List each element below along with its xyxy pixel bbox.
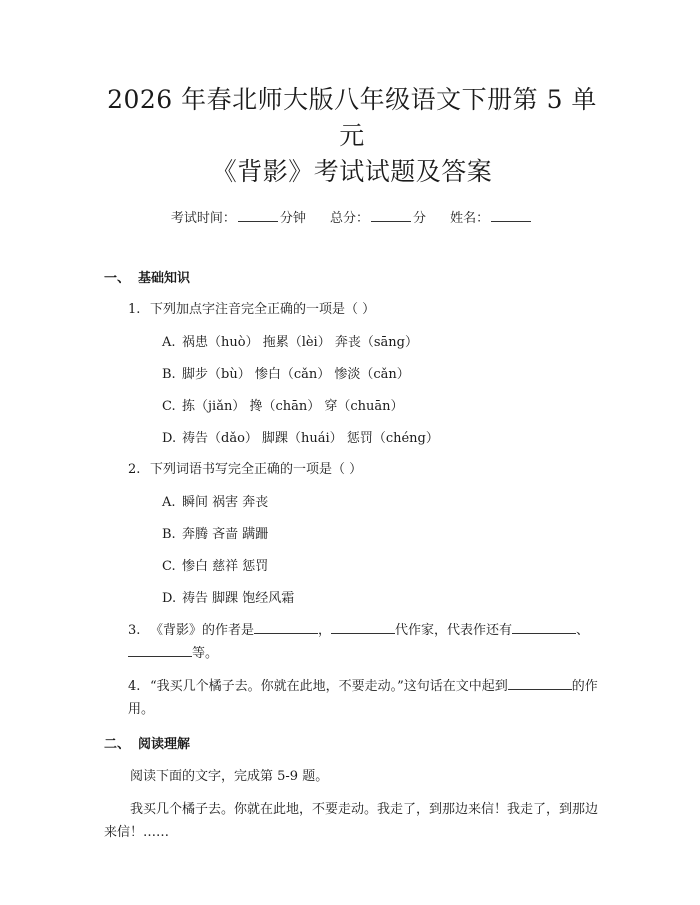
reading-instruction: 阅读下面的文字，完成第 5-9 题。 bbox=[130, 769, 329, 784]
option-text: 祸患（huò） 拖累（lèi） 奔丧（sāng） bbox=[182, 335, 418, 350]
exam-time-blank bbox=[238, 208, 278, 222]
q3-text-2: ， bbox=[318, 623, 332, 638]
title-line-2: 《背影》考试试题及答案 bbox=[211, 157, 493, 186]
option-letter: B. bbox=[162, 527, 176, 542]
option-text: 祷告 脚踝 饱经风霜 bbox=[182, 591, 295, 606]
question-number: 3. bbox=[128, 623, 141, 638]
exam-name-blank bbox=[491, 208, 531, 222]
option-letter: D. bbox=[162, 591, 177, 606]
option-letter: B. bbox=[162, 367, 176, 382]
q1-option-d bbox=[104, 429, 600, 449]
option-letter: D. bbox=[162, 431, 177, 446]
q1-option-b bbox=[104, 365, 600, 385]
option-text: 脚步（bù） 惨白（cǎn） 惨淡（cǎn） bbox=[182, 367, 410, 382]
option-letter: C. bbox=[162, 559, 176, 574]
q1-option-a bbox=[104, 333, 600, 353]
question-stem: 下列加点字注音完全正确的一项是（ ） bbox=[150, 302, 376, 317]
question-2 bbox=[104, 459, 600, 481]
question-1 bbox=[104, 299, 600, 321]
option-letter: A. bbox=[162, 495, 176, 510]
title-line-1: 2026 年春北师大版八年级语文下册第 5 单元 bbox=[107, 85, 597, 150]
question-number: 4. bbox=[128, 679, 141, 694]
q2-option-d bbox=[104, 589, 600, 609]
question-3 bbox=[104, 619, 600, 665]
q3-blank-work-1 bbox=[512, 619, 576, 634]
section-heading-basic bbox=[104, 269, 600, 289]
reading-passage: 我买几个橘子去。你就在此地，不要走动。我走了，到那边来信！我走了，到那边来信！…… bbox=[104, 802, 599, 840]
option-text: 惨白 慈祥 惩罚 bbox=[182, 559, 269, 574]
q3-text-4: 、 bbox=[576, 623, 590, 638]
q3-blank-work-2 bbox=[128, 642, 192, 657]
exam-score-label: 总分： bbox=[329, 211, 369, 226]
option-letter: C. bbox=[162, 399, 176, 414]
section-number: 二、 bbox=[104, 737, 131, 752]
q2-option-c bbox=[104, 557, 600, 577]
exam-score-unit: 分 bbox=[413, 211, 427, 226]
q2-option-a bbox=[104, 493, 600, 513]
q4-text-2: 的作用。 bbox=[128, 679, 598, 717]
question-4 bbox=[104, 675, 600, 721]
q3-text-1: 《背影》的作者是 bbox=[150, 623, 255, 638]
exam-name bbox=[450, 208, 533, 229]
exam-meta bbox=[104, 208, 600, 229]
option-text: 瞬间 祸害 奔丧 bbox=[182, 495, 269, 510]
section-heading-reading bbox=[104, 735, 600, 755]
q4-text-1: “我买几个橘子去。你就在此地，不要走动。”这句话在文中起到 bbox=[150, 679, 508, 694]
section-number: 一、 bbox=[104, 271, 131, 286]
exam-name-label: 姓名： bbox=[450, 211, 490, 226]
q1-option-c bbox=[104, 397, 600, 417]
section-title: 基础知识 bbox=[138, 271, 191, 286]
question-stem: 下列词语书写完全正确的一项是（ ） bbox=[150, 462, 363, 477]
q3-blank-author bbox=[254, 619, 318, 634]
option-text: 祷告（dǎo） 脚踝（huái） 惩罚（chéng） bbox=[182, 431, 439, 446]
q4-blank-function bbox=[508, 675, 572, 690]
question-number: 1. bbox=[128, 302, 141, 317]
exam-score-blank bbox=[371, 208, 411, 222]
page-title bbox=[104, 0, 600, 190]
option-text: 奔腾 吝啬 蹒跚 bbox=[182, 527, 269, 542]
option-letter: A. bbox=[162, 335, 176, 350]
question-number: 2. bbox=[128, 462, 141, 477]
q3-text-3: 代作家，代表作还有 bbox=[395, 623, 513, 638]
option-text: 拣（jiǎn） 搀（chān） 穿（chuān） bbox=[182, 399, 404, 414]
q3-blank-era bbox=[331, 619, 395, 634]
exam-score bbox=[330, 208, 426, 229]
q2-option-b bbox=[104, 525, 600, 545]
exam-time bbox=[171, 208, 306, 229]
exam-time-unit: 分钟 bbox=[279, 211, 306, 226]
q3-text-5: 等。 bbox=[192, 646, 219, 661]
section-title: 阅读理解 bbox=[138, 737, 191, 752]
exam-time-label: 考试时间： bbox=[170, 211, 236, 226]
